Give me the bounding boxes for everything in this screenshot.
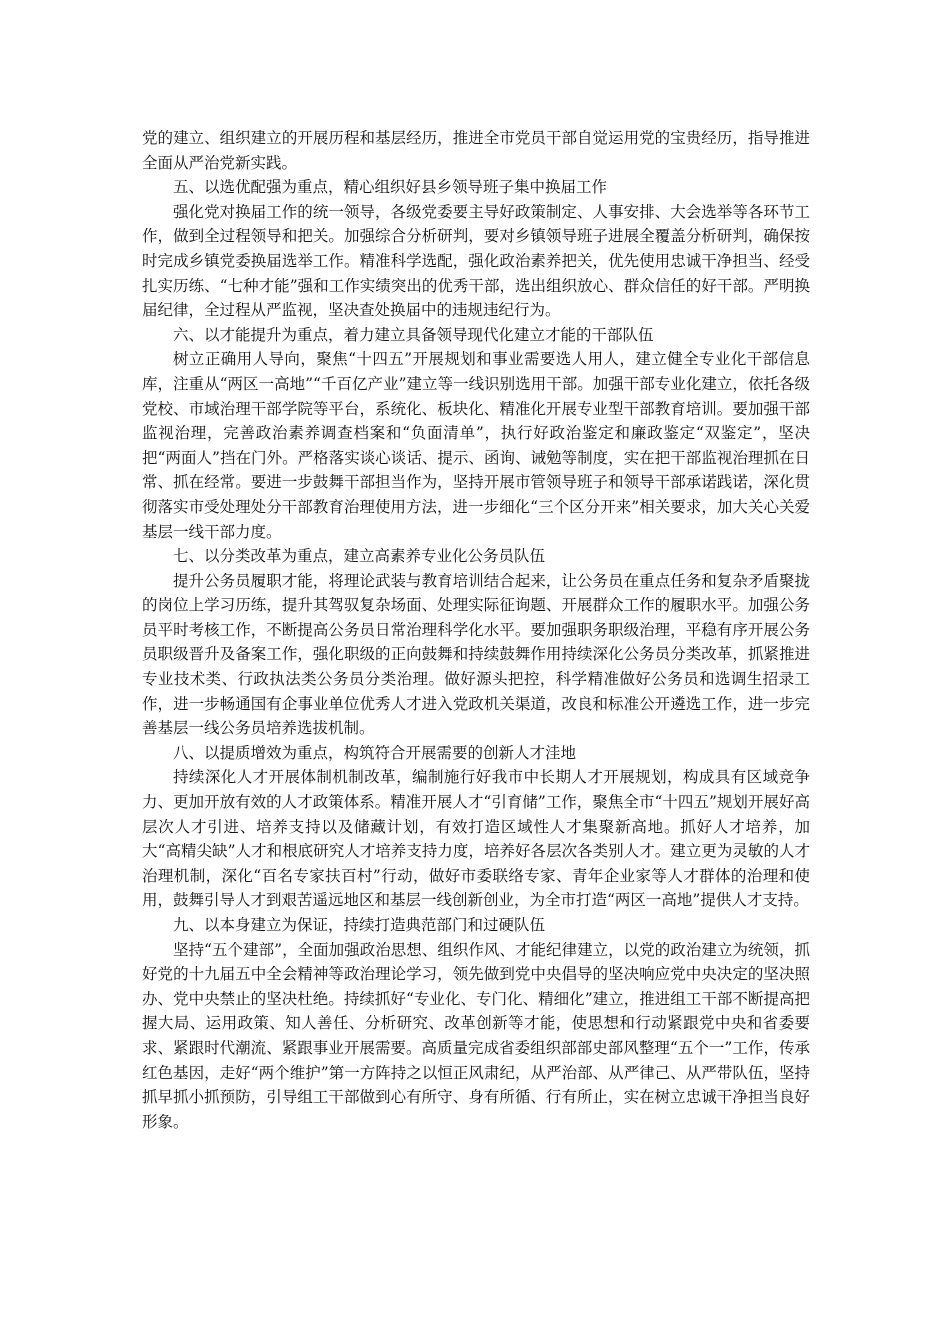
section-heading-5: 五、以选优配强为重点，精心组织好县乡领导班子集中换届工作 — [173, 178, 608, 197]
section-heading-7: 七、以分类改革为重点，建立高素养专业化公务员队伍 — [173, 547, 546, 566]
section-heading-6: 六、以才能提升为重点，着力建立具备领导现代化建立才能的干部队伍 — [173, 325, 654, 344]
body-paragraph: 持续深化人才开展体制机制改革，编制施行好我市中长期人才开展规划，构成具有区域竞争力、更加开放有效的人才政策体系。精准开展人才“引育储”工作，聚焦全市“十四五”规划开展好高层次人才引进、培养支持以及储藏计划，有效打造区域性人才集聚新高地。抓好人才培养，加大“高精尖缺”人才和根底研究人才培养支持力度，培养好各层次各类别人才。建立更为灵敏的人才治理机制，深化“百名专家扶百村”行动，做好市委联络专家、青年企业家等人才群体的治理和使用，鼓舞引导人才到艰苦遥远地区和基层一线创新创业，为全市打造“两区一高地”提供人才支持。 — [142, 768, 810, 910]
section-heading-9: 九、以本身建立为保证，持续打造典范部门和过硬队伍 — [173, 916, 546, 934]
body-paragraph: 坚持“五个建部”，全面加强政治思想、组织作风、才能纪律建立，以党的政治建立为统领，抓好党的十九届五中全会精神等政治理论学习，领先做到党中央倡导的坚决响应党中央决定的坚决照办、党中央禁止的坚决杜绝。持续抓好“专业化、专门化、精细化”建立，推进组工干部不断提高把握大局、运用政策、知人善任、分析研究、改革创新等才能，使思想和行动紧跟党中央和省委要求、紧跟时代潮流、紧跟事业开展需要。高质量完成省委组织部部史部风整理“五个一”工作，传承红色基因，走好“两个维护”第一方阵持之以恒正风肃纪，从严治部、从严律己、从严带队伍，坚持抓早抓小抓预防，引导组工干部做到心有所守、身有所循、行有所止，实在树立忠诚干净担当良好形象。 — [142, 940, 810, 1131]
body-paragraph: 提升公务员履职才能，将理论武装与教育培训结合起来，让公务员在重点任务和复杂矛盾聚拢的岗位上学习历练，提升其驾驭复杂场面、处理实际征询题、开展群众工作的履职水平。加强公务员平时考核工作，不断提高公务员日常治理科学化水平。要加强职务职级治理，平稳有序开展公务员职级晋升及备案工作，强化职级的正向鼓舞和持续鼓舞作用持续深化公务员分类改革，抓紧推进专业技术类、行政执法类公务员分类治理。做好源头把控，科学精准做好公务员和选调生招录工作，进一步畅通国有企事业单位优秀人才进入党政机关渠道，改良和标准公开遴选工作，进一步完善基层一线公务员培养选拔机制。 — [142, 571, 810, 738]
document-page — [142, 126, 810, 1134]
section-heading-8: 八、以提质增效为重点，构筑符合开展需要的创新人才洼地 — [173, 743, 577, 762]
paragraph-continuation: 党的建立、组织建立的开展历程和基层经历，推进全市党员干部自觉运用党的宝贵经历，指导推进全面从严治党新实践。 — [142, 129, 810, 172]
body-paragraph: 强化党对换届工作的统一领导，各级党委要主导好政策制定、人事安排、大会选举等各环节工作，做到全过程领导和把关。加强综合分析研判，要对乡镇领导班子进展全覆盖分析研判，确保按时完成乡镇党委换届选举工作。精准科学选配，强化政治素养把关，优先使用忠诚干净担当、经受扎实历练、“七种才能”强和工作实绩突出的优秀干部，选出组织放心、群众信任的好干部。严明换届纪律，全过程从严监视，坚决查处换届中的违规违纪行为。 — [142, 202, 810, 320]
body-paragraph: 树立正确用人导向，聚焦“十四五”开展规划和事业需要选人用人，建立健全专业化干部信息库，注重从“两区一高地”“千百亿产业”建立等一线识别选用干部。加强干部专业化建立，依托各级党校、市域治理干部学院等平台，系统化、板块化、精准化开展专业型干部教育培训。要加强干部监视治理，完善政治素养调查档案和“负面清单”，执行好政治鉴定和廉政鉴定“双鉴定”，坚决把“两面人”挡在门外。严格落实谈心谈话、提示、函询、诫勉等制度，实在把干部监视治理抓在日常、抓在经常。要进一步鼓舞干部担当作为，坚持开展市管领导班子和领导干部承诺践诺，深化贯彻落实市受处理处分干部教育治理使用方法，进一步细化“三个区分开来”相关要求，加大关心关爱基层一线干部力度。 — [142, 350, 810, 541]
